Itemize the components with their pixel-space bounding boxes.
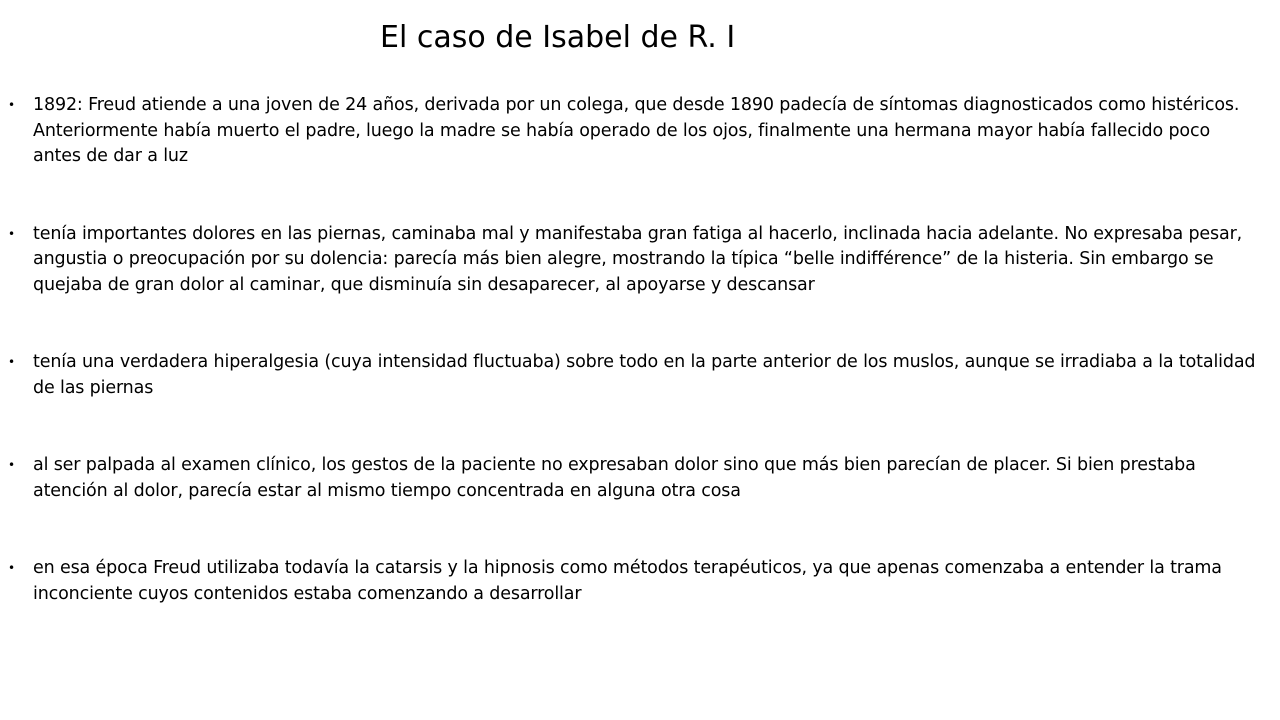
bullet-list: [8, 93, 1258, 659]
bullet-text: 1892: Freud atiende a una joven de 24 años, derivada por un colega, que desde 1890 padecía de síntomas diagnosticados como histéricos. Anteriormente había muerto el padre, luego la madre se había operado de los ojos, finalmente una hermana mayor había fallecido poco antes de dar a luz: [33, 95, 1240, 166]
bullet-text: en esa época Freud utilizaba todavía la catarsis y la hipnosis como métodos terapéuticos, ya que apenas comenzaba a entender la trama inconciente cuyos contenidos estaba comenzando a desarrollar: [33, 558, 1222, 604]
bullet-icon: •: [8, 561, 15, 575]
bullet-text: al ser palpada al examen clínico, los gestos de la paciente no expresaban dolor sino que más bien parecían de placer. Si bien prestaba atención al dolor, parecía estar al mismo tiempo concentrada en alguna otra cosa: [33, 455, 1196, 501]
bullet-icon: •: [8, 98, 15, 112]
bullet-item: [8, 453, 1258, 504]
bullet-item: [8, 556, 1258, 607]
bullet-icon: •: [8, 458, 15, 472]
bullet-icon: •: [8, 355, 15, 369]
slide-title: El caso de Isabel de R. I: [380, 20, 736, 55]
bullet-item: [8, 350, 1258, 401]
bullet-text: tenía una verdadera hiperalgesia (cuya intensidad fluctuaba) sobre todo en la parte anterior de los muslos, aunque se irradiaba a la totalidad de las piernas: [33, 352, 1256, 398]
bullet-item: [8, 222, 1258, 299]
bullet-text: tenía importantes dolores en las piernas, caminaba mal y manifestaba gran fatiga al hacerlo, inclinada hacia adelante. No expresaba pesar, angustia o preocupación por su dolencia: parecía más bien alegre, mostrando la típica “belle indifférence” de la histeria. Sin embargo se quejaba de gran dolor al caminar, que disminuía sin desaparecer, al apoyarse y descansar: [33, 223, 1243, 295]
bullet-item: [8, 93, 1258, 170]
bullet-icon: •: [8, 226, 15, 241]
